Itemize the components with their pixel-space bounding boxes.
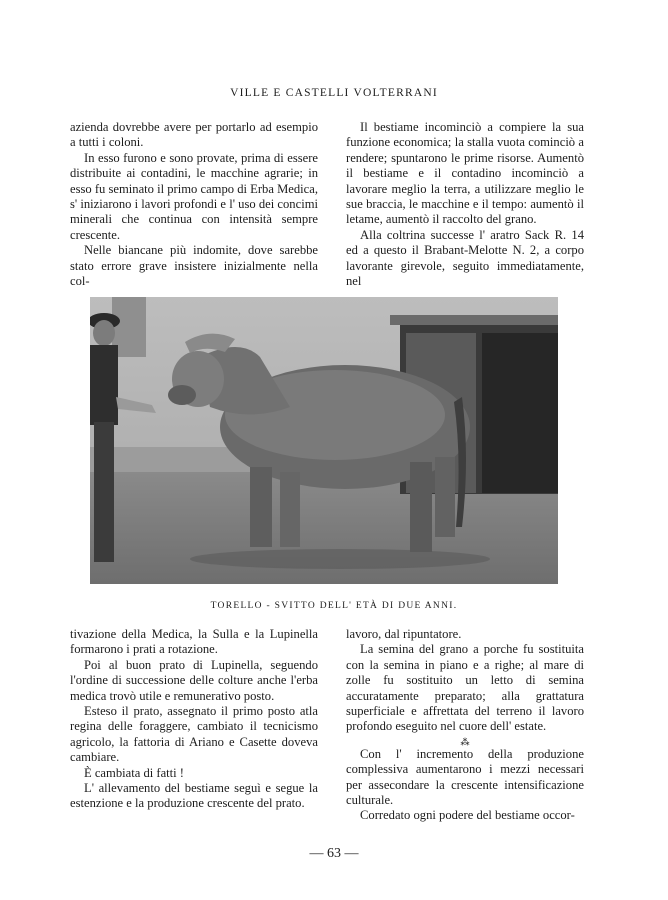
paragraph: Alla coltrina successe l' aratro Sack R. 14 ed a questo il Brabant-Melotte N. 2, a corpo lavorante girevole, seguito immediatamente, nel xyxy=(346,227,584,289)
section-separator: ⁂ xyxy=(460,736,470,747)
page-number: — 63 — xyxy=(309,846,359,861)
bottom-left-column xyxy=(70,627,318,812)
bottom-right-column xyxy=(346,627,584,824)
paragraph: Poi al buon prato di Lupinella, seguendo l'ordine di successione delle colture anche l'erba medica trovò utile e remunerativo posto. xyxy=(70,657,318,703)
paragraph: È cambiata di fatti ! xyxy=(84,765,185,780)
figure-caption: TORELLO - SVITTO DELL' ETÀ DI DUE ANNI. xyxy=(210,601,458,611)
paragraph: lavoro, dal ripuntatore. xyxy=(346,627,462,641)
paragraph: Nelle biancane più indomite, dove sarebbe stato errore grave insistere inizialmente nella col- xyxy=(70,243,318,289)
paragraph: In esso furono e sono provate, prima di essere distribuite ai contadini, le macchine agrarie; in esso fu seminato il primo campo di Erba Medica, s' iniziarono i lavori profondi e l' uso dei concimi minerali che continua con intensità sempre crescente. xyxy=(70,150,318,242)
running-header: VILLE E CASTELLI VOLTERRANI xyxy=(230,87,438,99)
top-right-column xyxy=(346,120,584,289)
paragraph: tivazione della Medica, la Sulla e la Lupinella formarono i prati a rotazione. xyxy=(70,627,318,657)
paragraph: La semina del grano a porche fu sostituita con la semina in piano e a righe; al mare di zolle fu sostituito un letto di semina accuratamente preparato; alla grattatura superficiale e affrettata del terreno il lavoro profondo eseguito nel cuore dell' estate. xyxy=(346,642,584,734)
bull-photo-illustration xyxy=(90,297,558,584)
paragraph: L' allevamento del bestiame seguì e segue la estenzione e la produzione crescente del prato. xyxy=(70,781,318,811)
paragraph: Corredato ogni podere del bestiame occor- xyxy=(360,808,575,823)
top-left-column xyxy=(70,120,318,289)
paragraph: Con l' incremento della produzione complessiva aumentarono i mezzi necessari per assecondare la crescente intensificazione culturale. xyxy=(346,746,584,808)
bull-photograph xyxy=(90,297,558,584)
paragraph: Esteso il prato, assegnato il primo posto atla regina delle foraggere, cambiato il tecnicismo agricolo, la fattoria di Ariano e Casette doveva cambiare. xyxy=(70,704,318,765)
paragraph: azienda dovrebbe avere per portarlo ad esempio a tutti i coloni. xyxy=(70,120,318,150)
paragraph: Il bestiame incominciò a compiere la sua funzione economica; la stalla vuota cominciò a rendere; spuntarono le prime risorse. Aumentò il bestiame e il contadino incominciò a lavorare meglio la terra, a utilizzare meglio le sue braccia, le macchine e il tempo: aumentò il letame, aumentò il raccolto del grano. xyxy=(346,120,584,227)
